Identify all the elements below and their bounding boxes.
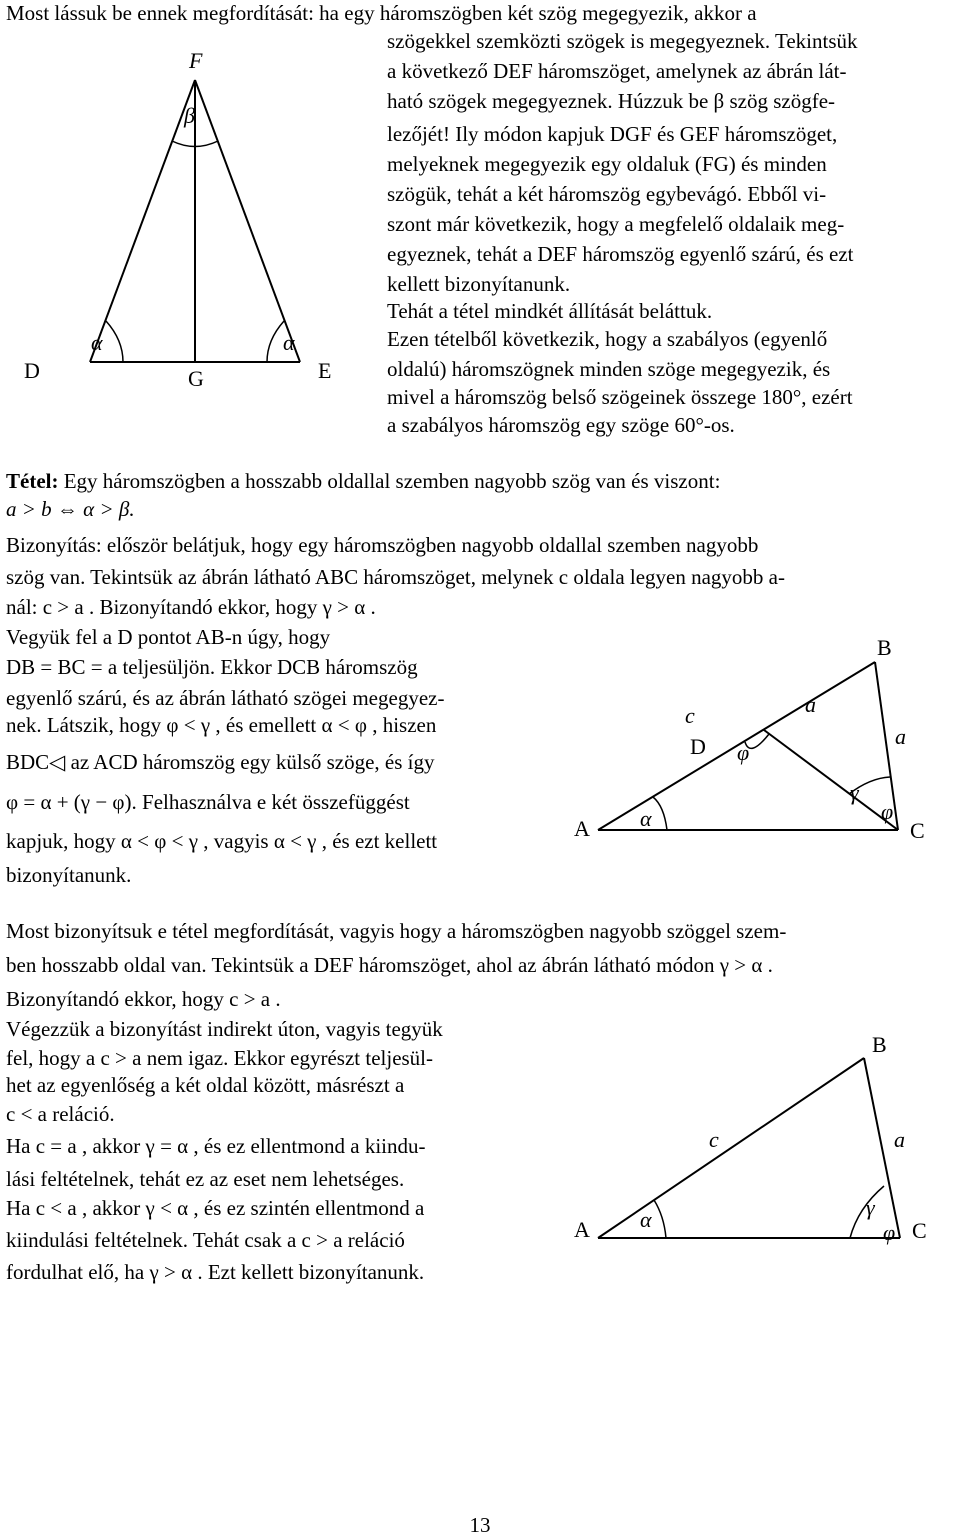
p2-line: nek. Látszik, hogy φ < γ , és emellett α < φ , hiszen: [6, 713, 437, 737]
label-F: F: [189, 48, 203, 73]
proof-line-2: szög van. Tekintsük az ábrán látható ABC háromszöget, melynek c oldala legyen nagyobb a-: [6, 565, 785, 589]
side-ab: [598, 1058, 864, 1238]
theorem: [6, 466, 956, 496]
figure-isosceles-triangle: [0, 40, 380, 400]
label-phi-c: φ: [881, 799, 894, 824]
paragraph-1-line: oldalú) háromszögnek minden szöge megegyezik, és: [387, 357, 831, 381]
p4-line: fel, hogy a c > a nem igaz. Ekkor egyrészt teljesül-: [6, 1046, 434, 1070]
paragraph-1-line: ható szögek megegyeznek. Húzzuk be β szög szögfe-: [387, 89, 836, 113]
angle-arc-alpha: [653, 797, 667, 830]
label-c: c: [709, 1127, 719, 1152]
p2-line: φ = α + (γ − φ). Felhasználva e két összefüggést: [6, 790, 410, 814]
label-D: D: [690, 734, 706, 759]
p2-line: Vegyük fel a D pontot AB-n úgy, hogy: [6, 625, 331, 649]
label-a-top: a: [805, 692, 816, 717]
label-gamma: γ: [850, 780, 859, 805]
label-E: E: [318, 358, 332, 383]
figure-triangle-abc: [540, 1040, 960, 1270]
proof-line-3: nál: c > a . Bizonyítandó ekkor, hogy γ > α .: [6, 595, 376, 619]
angle-arc-alpha-left: [106, 321, 123, 362]
side-df: [90, 80, 195, 362]
p4-line: fordulhat elő, ha γ > α . Ezt kellett bizonyítanunk.: [6, 1260, 425, 1284]
p4-line: kiindulási feltételnek. Tehát csak a c > a reláció: [6, 1228, 405, 1252]
label-C: C: [912, 1218, 927, 1243]
p3-line-1: Most bizonyítsuk e tétel megfordítását, vagyis hogy a háromszögben nagyobb szöggel szem-: [6, 919, 787, 943]
p4-line: c < a reláció.: [6, 1102, 115, 1126]
label-A: A: [574, 816, 590, 841]
label-phi: φ: [883, 1220, 896, 1245]
paragraph-1-line: szont már következik, hogy a megfelelő oldalaik meg-: [387, 212, 845, 236]
paragraph-1-line: a szabályos háromszög egy szöge 60°-os.: [387, 413, 735, 437]
angle-arc-alpha: [654, 1200, 666, 1238]
p4-line: lási feltételnek, tehát ez az eset nem lehetséges.: [6, 1167, 405, 1191]
p4-line: Végezzük a bizonyítást indirekt úton, vagyis tegyük: [6, 1017, 443, 1041]
label-C: C: [910, 818, 925, 843]
theorem-text: Egy háromszögben a hosszabb oldallal szemben nagyobb szög van és viszont:: [63, 469, 721, 493]
label-D: D: [24, 358, 40, 383]
label-alpha: α: [640, 1207, 652, 1232]
p3-line-3: Bizonyítandó ekkor, hogy c > a .: [6, 987, 281, 1011]
p2-line: DB = BC = a teljesüljön. Ekkor DCB háromszög: [6, 655, 418, 679]
label-alpha: α: [640, 806, 652, 831]
paragraph-1-line: melyeknek megegyezik egy oldaluk (FG) és minden: [387, 152, 827, 176]
p3-line-2: ben hosszabb oldal van. Tekintsük a DEF háromszöget, ahol az ábrán látható módon γ > α .: [6, 953, 773, 977]
theorem-formula: a > b ⇔ α > β.: [6, 497, 135, 521]
label-c: c: [685, 703, 695, 728]
label-beta: β: [184, 103, 195, 128]
paragraph-1-line: egyeznek, tehát a DEF háromszög egyenlő szárú, és ezt: [387, 242, 854, 266]
paragraph-1-line: szögük, tehát a két háromszög egybevágó. Ebből vi-: [387, 182, 827, 206]
label-A: A: [574, 1217, 590, 1242]
p2-line: bizonyítanunk.: [6, 863, 132, 887]
p4-line: het az egyenlőség a két oldal között, másrészt a: [6, 1073, 405, 1097]
theorem-label: Tétel:: [6, 469, 59, 493]
label-a: a: [894, 1127, 905, 1152]
p4-line: Ha c = a , akkor γ = α , és ez ellentmond a kiindu-: [6, 1134, 426, 1158]
proof-line-1: Bizonyítás: először belátjuk, hogy egy háromszögben nagyobb oldallal szemben nagyobb: [6, 533, 759, 557]
paragraph-1-line: Tehát a tétel mindkét állítását beláttuk.: [387, 299, 713, 323]
paragraph-1-line: Ezen tételből következik, hogy a szabályos (egyenlő: [387, 327, 828, 351]
label-gamma: γ: [866, 1195, 875, 1220]
p2-line: BDC◁ az ACD háromszög egy külső szöge, és így: [6, 750, 435, 774]
label-B: B: [877, 635, 892, 660]
paragraph-1-line: lezőjét! Ily módon kapjuk DGF és GEF háromszöget,: [387, 122, 838, 146]
side-fe: [195, 80, 300, 362]
angle-arc-alpha-right: [267, 321, 284, 362]
segment-dc: [764, 730, 898, 830]
label-a-right: a: [895, 724, 906, 749]
p4-line: Ha c < a , akkor γ < α , és ez szintén ellentmond a: [6, 1196, 425, 1220]
p2-line: egyenlő szárú, és az ábrán látható szögei megegyez-: [6, 686, 445, 710]
label-phi-d: φ: [737, 740, 750, 765]
paragraph-1-first-line: Most lássuk be ennek megfordítását: ha egy háromszögben két szög megegyezik, akkor a: [6, 1, 757, 25]
paragraph-1-line: mivel a háromszög belső szögeinek összege 180°, ezért: [387, 385, 853, 409]
label-alpha-left: α: [91, 330, 103, 355]
p2-line: kapjuk, hogy α < φ < γ , vagyis α < γ , és ezt kellett: [6, 829, 438, 853]
label-G: G: [188, 366, 204, 391]
label-B: B: [872, 1032, 887, 1057]
paragraph-1-line: kellett bizonyítanunk.: [387, 272, 571, 296]
paragraph-1-line: a következő DEF háromszöget, amelynek az ábrán lát-: [387, 59, 847, 83]
label-alpha-right: α: [283, 330, 295, 355]
page-number: 13: [469, 1513, 491, 1537]
paragraph-1-line: szögekkel szemközti szögek is megegyeznek. Tekintsük: [387, 29, 858, 53]
